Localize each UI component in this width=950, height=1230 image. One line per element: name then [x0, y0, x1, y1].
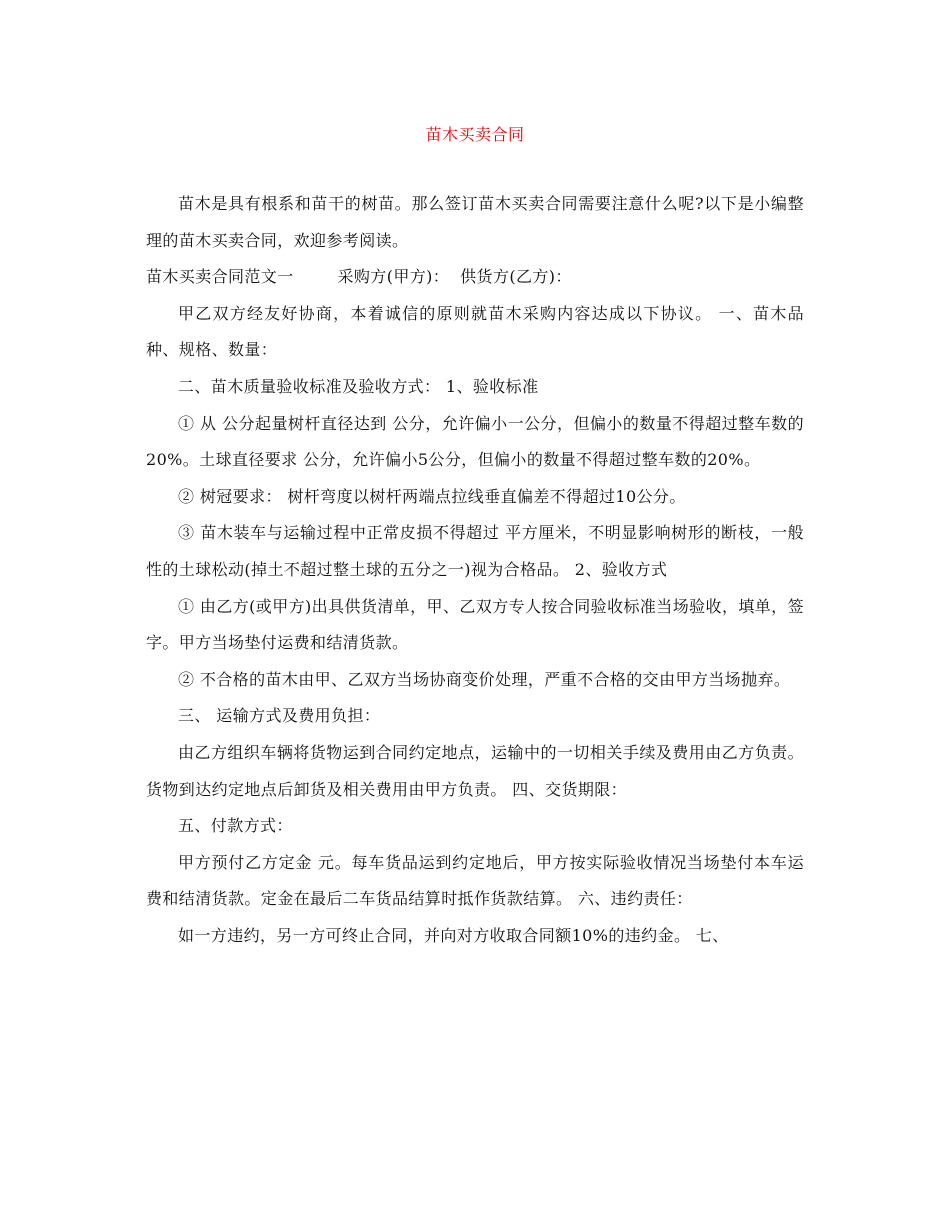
agreement-paragraph: 甲乙双方经友好协商，本着诚信的原则就苗木采购内容达成以下协议。 一、苗木品种、规格、数量： [146, 303, 804, 360]
section-two-heading: 二、苗木质量验收标准及验收方式： 1、验收标准 [178, 376, 539, 396]
section-five-heading: 五、付款方式： [178, 816, 293, 836]
acceptance-standard-3: ③ 苗木装车与运输过程中正常皮损不得超过 平方厘米，不明显影响树形的断枝，一般性的土球松动(掉土不超过整土球的五分之一)视为合格品。 2、验收方式 [146, 523, 804, 579]
document-title: 苗木买卖合同 [425, 125, 525, 144]
acceptance-standard-1: ① 从 公分起量树杆直径达到 公分，允许偏小一公分，但偏小的数量不得超过整车数的20%。土球直径要求 公分，允许偏小5公分，但偏小的数量不得超过整车数的20%。 [146, 413, 804, 470]
payment-paragraph: 甲方预付乙方定金 元。每车货品运到约定地后，甲方按实际验收情况当场垫付本车运费和结清货款。定金在最后二车货品结算时抵作货款结算。 六、违约责任： [146, 852, 804, 909]
acceptance-method-1: ① 由乙方(或甲方)出具供货清单，甲、乙双方专人按合同验收标准当场验收，填单，签字。甲方当场垫付运费和结清货款。 [146, 596, 804, 653]
section-three-heading: 三、 运输方式及费用负担： [178, 706, 381, 726]
acceptance-standard-2: ② 树冠要求： 树杆弯度以树杆两端点拉线垂直偏差不得超过10公分。 [178, 486, 686, 506]
acceptance-method-2: ② 不合格的苗木由甲、乙双方当场协商变价处理，严重不合格的交由甲方当场抛弃。 [178, 669, 791, 689]
transport-paragraph: 由乙方组织车辆将货物运到合同约定地点，运输中的一切相关手续及费用由乙方负责。货物到达约定地点后卸货及相关费用由甲方负责。 四、交货期限： [146, 742, 804, 799]
breach-paragraph: 如一方违约，另一方可终止合同，并向对方收取合同额10%的违约金。 七、 [178, 925, 729, 945]
intro-paragraph: 苗木是具有根系和苗干的树苗。那么签订苗木买卖合同需要注意什么呢?以下是小编整理的苗木买卖合同，欢迎参考阅读。 [146, 194, 804, 250]
contract-parties-line: 苗木买卖合同范文一 采购方(甲方)： 供货方(乙方)： [146, 267, 572, 287]
